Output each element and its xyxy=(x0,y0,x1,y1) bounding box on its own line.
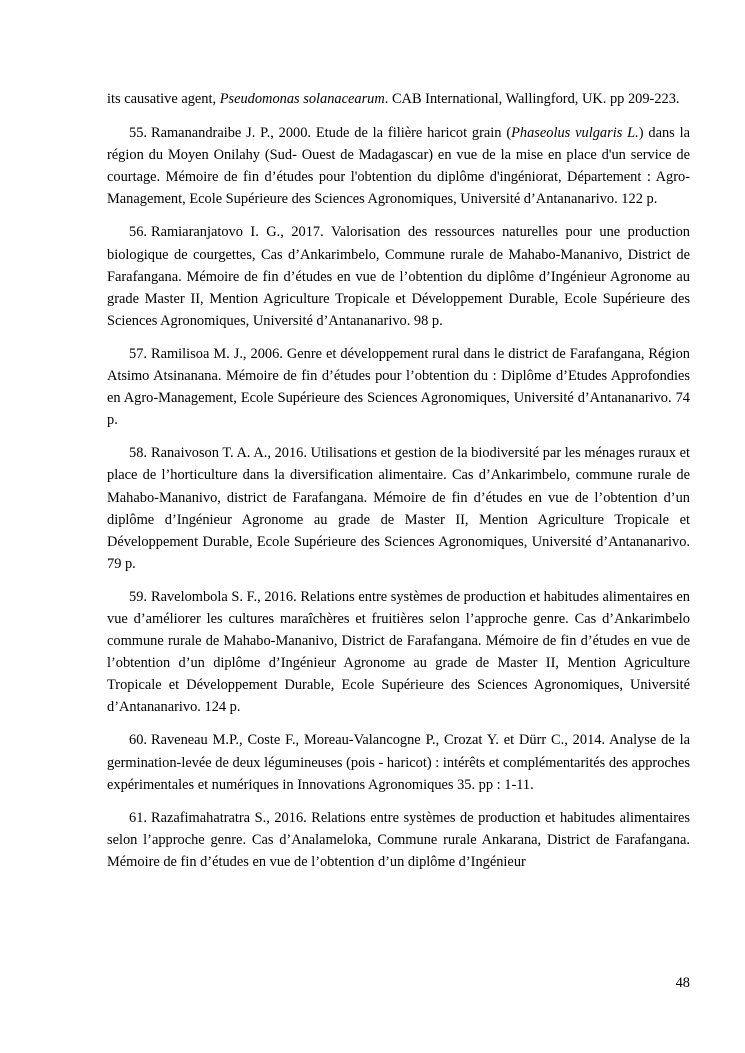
reference-entry xyxy=(107,729,690,795)
ref-text-pre: Ramanandraibe J. P., 2000. Etude de la filière haricot grain ( xyxy=(151,125,512,142)
ref-text-pre: Ramilisoa M. J., 2006. Genre et développement rural dans le district de Farafangana, Région Atsimo Atsinanana. Mémoire de fin d’études pour l’obtention du : Diplôme d’Etudes Approfondies en Agro-Management, Ecole Supérieure des Sciences Agronomiques, Université d’Antananarivo. 74 p. xyxy=(107,345,690,429)
ref-text-pre: Ranaivoson T. A. A., 2016. Utilisations et gestion de la biodiversité par les ménages ruraux et place de l’horticulture dans la diversification alimentaire. Cas d’Ankarimbelo, commune rurale de Mahabo-Mananivo, district de Farafangana. Mémoire de fin d’études en vue de l’obtention d’un diplôme d’Ingénieur Agronome au grade de Master II, Mention Agriculture Tropicale et Développement Durable, Ecole Supérieure des Sciences Agronomiques, Université d’Antananarivo. 79 p. xyxy=(107,445,690,572)
ref-text-post: ) dans la région du Moyen Onilahy (Sud- Ouest de Madagascar) en vue de la mise en place d'un service de courtage. Mémoire de fin d’études pour l'obtention du diplôme d'ingéniorat, Département : Agro-Management, Ecole Supérieure des Sciences Agronomiques, Université d’Antananarivo. 122 p. xyxy=(107,125,690,208)
ref-number: 61. xyxy=(129,809,147,826)
ref-text-pre: Razafimahatratra S., 2016. Relations entre systèmes de production et habitudes alimentaires selon l’approche genre. Cas d’Analameloka, Commune rurale Ankarana, District de Farafangana. Mémoire de fin d’études en vue de l’obtention d’un diplôme d’Ingénieur xyxy=(107,809,690,870)
ref-text-post: . CAB International, Wallingford, UK. pp 209-223. xyxy=(384,91,680,107)
reference-entry xyxy=(107,122,690,210)
ref-number: 59. xyxy=(129,588,147,605)
reference-entry xyxy=(107,442,690,575)
ref-text-pre: its causative agent, xyxy=(107,91,220,107)
ref-number: 58. xyxy=(129,445,147,462)
ref-number: 56. xyxy=(129,224,147,241)
reference-entry xyxy=(107,221,690,331)
reference-continuation xyxy=(107,88,690,110)
ref-text-pre: Ravelombola S. F., 2016. Relations entre systèmes de production et habitudes alimentaires en vue d’améliorer les cultures maraîchères et fruitières selon l’approche genre. Cas d’Ankarimbelo commune rurale de Mahabo-Mananivo, District de Farafangana. Mémoire de fin d’études en vue de l’obtention d’un diplôme d’Ingénieur Agronome au grade de Master II, Mention Agriculture Tropicale et Développement Durable, Ecole Supérieure des Sciences Agronomiques, Université d’Antananarivo. 124 p. xyxy=(107,588,690,716)
references-body xyxy=(107,88,690,884)
page-number: 48 xyxy=(675,975,690,991)
ref-text-italic: Pseudomonas solanacearum xyxy=(219,91,385,107)
ref-text-pre: Raveneau M.P., Coste F., Moreau-Valancogne P., Crozat Y. et Dürr C., 2014. Analyse de la germination-levée de deux légumineuses (pois - haricot) : intérêts et complémentarités des approches expérimentales et numériques in Innovations Agronomiques 35. pp : 1-11. xyxy=(107,732,690,793)
ref-number: 55. xyxy=(129,125,147,142)
reference-entry xyxy=(107,807,690,873)
ref-text-pre: Ramiaranjatovo I. G., 2017. Valorisation des ressources naturelles pour une production biologique de courgettes, Cas d’Ankarimbelo, Commune rurale de Mahabo-Mananivo, District de Farafangana. Mémoire de fin d’études en vue de l’obtention du diplôme d’Ingénieur Agronome au grade Master II, Mention Agriculture Tropicale et Développement Durable, Ecole Supérieure des Sciences Agronomiques, Université d’Antananarivo. 98 p. xyxy=(107,224,690,329)
reference-entry xyxy=(107,586,690,719)
ref-number: 57. xyxy=(129,345,147,362)
ref-number: 60. xyxy=(129,732,147,749)
reference-entry xyxy=(107,343,690,431)
ref-text-italic: Phaseolus vulgaris L. xyxy=(511,125,639,142)
